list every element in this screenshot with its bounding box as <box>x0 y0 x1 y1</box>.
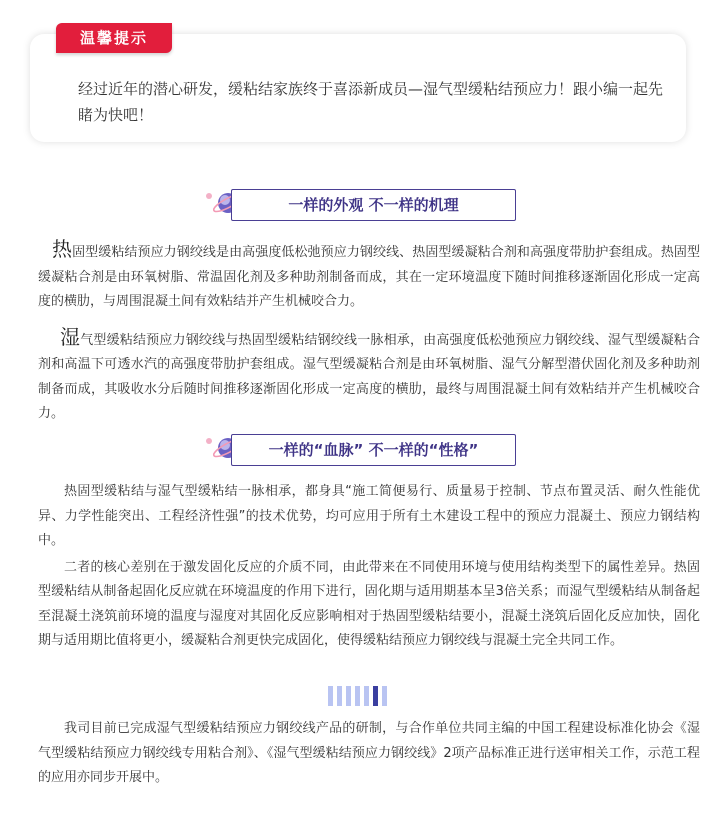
divider-bars <box>328 686 387 706</box>
drop-cap: 热 <box>52 237 73 261</box>
section-title-2: 一样的“血脉” 不一样的“性格” <box>231 434 516 466</box>
section-1-body <box>38 237 700 427</box>
divider-bar <box>328 686 333 706</box>
tip-text: 经过近年的潜心研发，缓粘结家族终于喜添新成员—湿气型缓粘结预应力！跟小编一起先睹为快吧！ <box>78 80 664 124</box>
paragraph: 二者的核心差别在于激发固化反应的介质不同，由此带来在不同使用环境与使用结构类型下的属性差异。热固型缓粘结从制备起固化反应就在环境温度的作用下进行，固化期与适用期基本呈3倍关系；而湿气型缓粘结从制备起至混凝土浇筑前环境的温度与湿度对其固化反应影响相对于热固型缓粘结要小，混凝土浇筑后固化反应加快，固化期与适用期比值将更小，缓凝粘合剂更快完成固化，使得缓粘结预应力钢绞线与混凝土完全共同工作。 <box>38 559 700 648</box>
section-2-body <box>38 480 700 654</box>
paragraph-text: 固型缓粘结预应力钢绞线是由高强度低松弛预应力钢绞线、热固型缓凝粘合剂和高强度带肋护套组成。热固型缓凝粘合剂是由环氧树脂、常温固化剂及多种助剂制备而成，其在一定环境温度下随时间推移逐渐固化形成一定高度的横肋，与周围混凝土间有效粘结并产生机械咬合力。 <box>38 245 700 309</box>
drop-cap: 湿 <box>60 324 81 349</box>
section-heading-1 <box>0 183 713 227</box>
divider-bar <box>382 686 387 706</box>
divider-bar <box>364 686 369 706</box>
divider-bar <box>355 686 360 706</box>
tip-badge: 温馨提示 <box>56 23 172 53</box>
divider-bar <box>346 686 351 706</box>
paragraph <box>38 237 700 315</box>
paragraph-text: 气型缓粘结预应力钢绞线与热固型缓粘结钢绞线一脉相承，由高强度低松弛预应力钢绞线、湿气型缓凝粘合剂和高温下可透水汽的高强度带肋护套组成。湿气型缓凝粘合剂是由环氧树脂、湿气分解型潜伏固化剂及多种助剂制备而成，其吸收水分后随时间推移逐渐固化形成一定高度的横肋，最终与周围混凝土间有效粘结并产生机械咬合力。 <box>38 332 700 421</box>
section-title-1: 一样的外观 不一样的机理 <box>231 189 516 221</box>
paragraph <box>38 325 700 427</box>
divider-bar-active <box>373 686 378 706</box>
paragraph: 我司目前已完成湿气型缓粘结预应力钢绞线产品的研制，与合作单位共同主编的中国工程建设标准化协会《湿气型缓粘结预应力钢绞线专用粘合剂》、《湿气型缓粘结预应力钢绞线》2项产品标准正进行送审相关工作，示范工程的应用亦同步开展中。 <box>38 721 700 785</box>
closing-body <box>38 717 700 791</box>
section-heading-2 <box>0 428 713 472</box>
paragraph: 热固型缓粘结与湿气型缓粘结一脉相承，都身具“施工简便易行、质量易于控制、节点布置灵活、耐久性能优异、力学性能突出、工程经济性强”的技术优势，均可应用于所有土木建设工程中的预应力混凝土、预应力钢结构中。 <box>38 484 700 548</box>
divider-bar <box>337 686 342 706</box>
